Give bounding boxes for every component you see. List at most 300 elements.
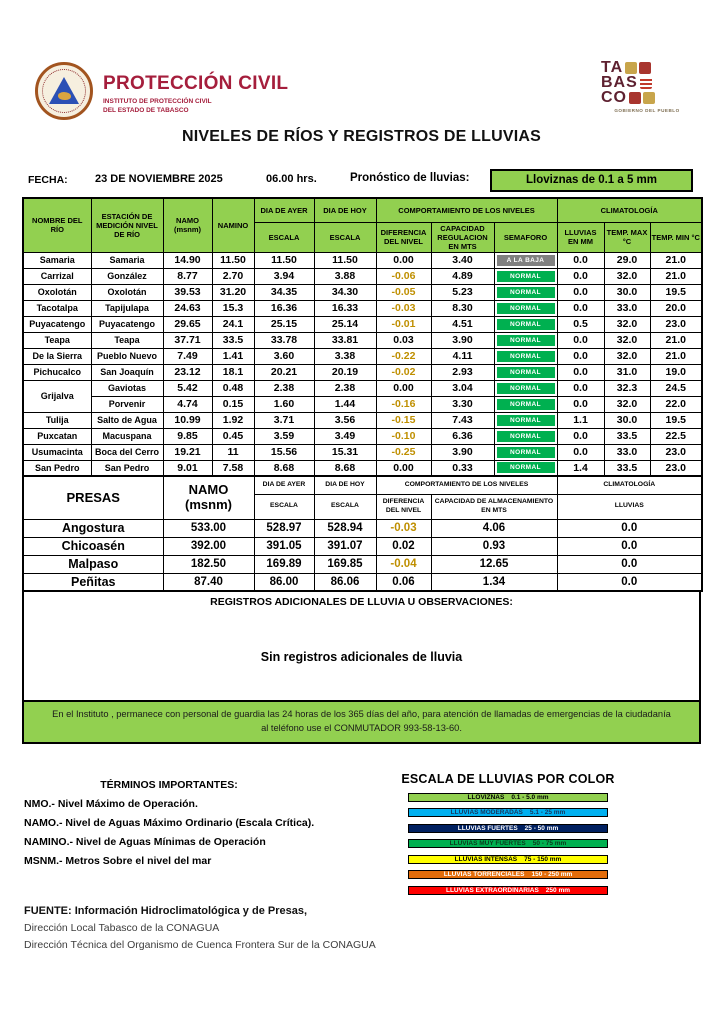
agency-title: PROTECCIÓN CIVIL — [103, 73, 289, 94]
yesterday-scale: 3.71 — [254, 412, 314, 428]
station-name: San Pedro — [91, 460, 163, 476]
semaforo-cell — [494, 268, 557, 284]
station-name: San Joaquín — [91, 364, 163, 380]
temp-min: 21.0 — [650, 348, 702, 364]
namino-value: 11.50 — [212, 252, 254, 268]
legend-label: LLUVIAS MODERADAS — [450, 809, 523, 816]
status-badge: NORMAL — [497, 271, 555, 282]
status-badge: NORMAL — [497, 367, 555, 378]
temp-max: 29.0 — [604, 252, 650, 268]
temp-max: 32.0 — [604, 268, 650, 284]
yesterday-scale: 34.35 — [254, 284, 314, 300]
level-difference: -0.10 — [376, 428, 431, 444]
temp-min: 24.5 — [650, 380, 702, 396]
regulation-capacity: 4.89 — [431, 268, 494, 284]
source-line: Dirección Local Tabasco de la CONAGUA — [24, 922, 220, 934]
regulation-capacity: 3.04 — [431, 380, 494, 396]
level-difference: 0.03 — [376, 332, 431, 348]
forecast-label: Pronóstico de lluvias: — [350, 172, 470, 184]
station-name: Boca del Cerro — [91, 444, 163, 460]
legend-range: 150 - 250 mm — [531, 871, 573, 878]
table-row — [23, 348, 702, 364]
namino-value: 2.70 — [212, 268, 254, 284]
agency-lockup — [103, 73, 288, 115]
namo-value: 4.74 — [163, 396, 212, 412]
col-header-presas-escala-ayer: ESCALA — [254, 494, 314, 519]
yesterday-scale: 528.97 — [254, 519, 314, 537]
namo-value: 39.53 — [163, 284, 212, 300]
storage-capacity: 0.93 — [431, 537, 557, 555]
station-name: Tapijulapa — [91, 300, 163, 316]
today-scale: 20.19 — [314, 364, 376, 380]
rain-mm: 0.0 — [557, 252, 604, 268]
col-header-hoy: DIA DE HOY — [314, 198, 376, 222]
regulation-capacity: 3.90 — [431, 332, 494, 348]
dam-name: Peñitas — [23, 573, 163, 591]
table-row — [23, 460, 702, 476]
today-scale: 16.33 — [314, 300, 376, 316]
col-header-comportamiento: COMPORTAMIENTO DE LOS NIVELES — [376, 198, 557, 222]
today-scale: 2.38 — [314, 380, 376, 396]
storage-capacity: 1.34 — [431, 573, 557, 591]
rain-mm: 0.0 — [557, 284, 604, 300]
yesterday-scale: 2.38 — [254, 380, 314, 396]
yesterday-scale: 391.05 — [254, 537, 314, 555]
col-header-presas-capacidad: CAPACIDAD DE ALMACENAMIENTO EN MTS — [431, 494, 557, 519]
temp-min: 21.0 — [650, 252, 702, 268]
today-scale: 11.50 — [314, 252, 376, 268]
report-sheet — [22, 197, 701, 744]
semaforo-cell — [494, 300, 557, 316]
namino-value: 0.45 — [212, 428, 254, 444]
today-scale: 33.81 — [314, 332, 376, 348]
col-header-tmin: TEMP. MIN °C — [650, 222, 702, 252]
table-row — [23, 396, 702, 412]
temp-max: 32.0 — [604, 348, 650, 364]
today-scale: 86.06 — [314, 573, 376, 591]
rain-mm: 0.0 — [557, 364, 604, 380]
col-header-diferencia: DIFERENCIA DEL NIVEL — [376, 222, 431, 252]
status-badge: A LA BAJA — [497, 255, 555, 266]
today-scale: 3.49 — [314, 428, 376, 444]
rain-mm: 0.0 — [557, 332, 604, 348]
namo-value: 29.65 — [163, 316, 212, 332]
tabasco-logo-line2: BAS — [601, 73, 638, 91]
status-badge: NORMAL — [497, 415, 555, 426]
regulation-capacity: 6.36 — [431, 428, 494, 444]
legend-range: 75 - 150 mm — [524, 855, 562, 863]
today-scale: 3.88 — [314, 268, 376, 284]
legend-item-torrenciales — [408, 870, 608, 879]
agency-subtitle-line1: INSTITUTO DE PROTECCIÓN CIVIL — [103, 98, 212, 105]
yesterday-scale: 169.89 — [254, 555, 314, 573]
tabasco-logo-caption: GOBIERNO DEL PUEBLO — [614, 108, 680, 113]
col-header-namino: NAMINO — [212, 198, 254, 252]
col-header-escala-ayer: ESCALA — [254, 222, 314, 252]
namo-value: 182.50 — [163, 555, 254, 573]
agency-subtitle-line2: DEL ESTADO DE TABASCO — [103, 107, 189, 115]
rain-scale-title: ESCALA DE LLUVIAS POR COLOR — [401, 772, 615, 786]
namo-value: 19.21 — [163, 444, 212, 460]
dams-table — [22, 475, 703, 592]
rain-mm: 0.5 — [557, 316, 604, 332]
rain-scale-legend — [400, 772, 616, 895]
regulation-capacity: 3.90 — [431, 444, 494, 460]
legend-range: 50 - 75 mm — [532, 840, 567, 847]
station-name: González — [91, 268, 163, 284]
status-badge: NORMAL — [497, 431, 555, 442]
semaforo-cell — [494, 316, 557, 332]
namo-value: 14.90 — [163, 252, 212, 268]
term-item: NMO.- Nivel Máximo de Operación. — [24, 798, 198, 810]
yesterday-scale: 8.68 — [254, 460, 314, 476]
temp-min: 22.5 — [650, 428, 702, 444]
temp-min: 23.0 — [650, 460, 702, 476]
meta-row — [22, 169, 701, 194]
namino-value: 15.3 — [212, 300, 254, 316]
namo-value: 23.12 — [163, 364, 212, 380]
temp-max: 32.0 — [604, 316, 650, 332]
level-difference: -0.22 — [376, 348, 431, 364]
status-badge: NORMAL — [497, 303, 555, 314]
namino-value: 18.1 — [212, 364, 254, 380]
river-name: Usumacinta — [23, 444, 91, 460]
tabasco-glyph-icon — [640, 77, 652, 89]
yesterday-scale: 11.50 — [254, 252, 314, 268]
triangle-icon — [49, 77, 79, 104]
namo-value: 37.71 — [163, 332, 212, 348]
namo-value: 533.00 — [163, 519, 254, 537]
time-value: 06.00 hrs. — [266, 173, 317, 185]
temp-min: 19.5 — [650, 412, 702, 428]
observations-title: REGISTROS ADICIONALES DE LLUVIA U OBSERVACIONES: — [210, 596, 513, 608]
source-title: FUENTE: Información Hidroclimatológica y de Presas, — [24, 905, 308, 917]
source-line: Dirección Técnica del Organismo de Cuenca Frontera Sur de la CONAGUA — [24, 939, 376, 951]
temp-max: 33.5 — [604, 460, 650, 476]
semaforo-cell — [494, 284, 557, 300]
namino-value: 7.58 — [212, 460, 254, 476]
regulation-capacity: 5.23 — [431, 284, 494, 300]
proteccion-civil-seal-icon — [35, 62, 93, 120]
rivers-table — [22, 197, 703, 477]
station-name: Teapa — [91, 332, 163, 348]
rain-mm: 0.0 — [557, 380, 604, 396]
level-difference: -0.02 — [376, 364, 431, 380]
status-badge: NORMAL — [497, 319, 555, 330]
status-badge: NORMAL — [497, 287, 555, 298]
level-difference: -0.03 — [376, 300, 431, 316]
level-difference: 0.00 — [376, 460, 431, 476]
rain-mm: 0.0 — [557, 348, 604, 364]
level-difference: -0.05 — [376, 284, 431, 300]
semaforo-cell — [494, 380, 557, 396]
legend-label: LLUVIAS FUERTES — [457, 824, 518, 832]
namino-value: 11 — [212, 444, 254, 460]
col-header-lluvias: LLUVIAS EN MM — [557, 222, 604, 252]
table-row — [23, 537, 702, 555]
yesterday-scale: 15.56 — [254, 444, 314, 460]
rain-mm: 0.0 — [557, 555, 702, 573]
legend-item-muy-fuertes — [408, 839, 608, 848]
namo-value: 87.40 — [163, 573, 254, 591]
table-row — [23, 555, 702, 573]
table-row — [23, 332, 702, 348]
source-section — [24, 905, 376, 951]
temp-max: 32.3 — [604, 380, 650, 396]
temp-max: 30.0 — [604, 412, 650, 428]
yesterday-scale: 3.94 — [254, 268, 314, 284]
regulation-capacity: 0.33 — [431, 460, 494, 476]
yesterday-scale: 1.60 — [254, 396, 314, 412]
tabasco-glyph-icon — [625, 62, 637, 74]
river-name: Pichucalco — [23, 364, 91, 380]
yesterday-scale: 86.00 — [254, 573, 314, 591]
river-name: Carrizal — [23, 268, 91, 284]
station-name: Pueblo Nuevo — [91, 348, 163, 364]
rain-mm: 1.1 — [557, 412, 604, 428]
status-badge: NORMAL — [497, 462, 555, 473]
rain-mm: 0.0 — [557, 444, 604, 460]
namino-value: 33.5 — [212, 332, 254, 348]
river-name: De la Sierra — [23, 348, 91, 364]
namo-value: 9.85 — [163, 428, 212, 444]
col-header-ayer: DIA DE AYER — [254, 198, 314, 222]
level-difference: 0.00 — [376, 252, 431, 268]
table-row — [23, 252, 702, 268]
tabasco-logo — [601, 60, 701, 113]
term-item: NAMINO.- Nivel de Aguas Mínimas de Operación — [24, 836, 266, 848]
col-header-climatologia: CLIMATOLOGÍA — [557, 198, 702, 222]
station-name: Puyacatengo — [91, 316, 163, 332]
regulation-capacity: 7.43 — [431, 412, 494, 428]
col-header-presas-lluvias: LLUVIAS — [557, 494, 702, 519]
col-header-presas-diferencia: DIFERENCIA DEL NIVEL — [376, 494, 431, 519]
col-header-semaforo: SEMAFORO — [494, 222, 557, 252]
legend-item-extraordinarias — [408, 886, 608, 895]
term-item: MSNM.- Metros Sobre el nivel del mar — [24, 855, 212, 867]
temp-max: 33.0 — [604, 444, 650, 460]
legend-range: 250 mm — [545, 886, 571, 894]
namino-value: 31.20 — [212, 284, 254, 300]
level-difference: 0.00 — [376, 380, 431, 396]
semaforo-cell — [494, 332, 557, 348]
semaforo-cell — [494, 412, 557, 428]
yesterday-scale: 25.15 — [254, 316, 314, 332]
col-header-presas-comportamiento: COMPORTAMIENTO DE LOS NIVELES — [376, 476, 557, 494]
station-name: Oxolotán — [91, 284, 163, 300]
table-row — [23, 364, 702, 380]
temp-min: 20.0 — [650, 300, 702, 316]
namo-value: 7.49 — [163, 348, 212, 364]
col-header-presas: PRESAS — [23, 476, 163, 519]
today-scale: 528.94 — [314, 519, 376, 537]
river-name: Oxolotán — [23, 284, 91, 300]
namo-value: 24.63 — [163, 300, 212, 316]
namino-value: 24.1 — [212, 316, 254, 332]
col-header-estacion: ESTACIÓN DE MEDICIÓN NIVEL DE RÍO — [91, 198, 163, 252]
regulation-capacity: 3.40 — [431, 252, 494, 268]
namo-value: 5.42 — [163, 380, 212, 396]
temp-max: 32.0 — [604, 332, 650, 348]
legend-label: LLOVIZNAS — [467, 793, 505, 801]
station-name: Salto de Agua — [91, 412, 163, 428]
status-badge: NORMAL — [497, 399, 555, 410]
temp-max: 30.0 — [604, 284, 650, 300]
station-name: Porvenir — [91, 396, 163, 412]
today-scale: 169.85 — [314, 555, 376, 573]
table-row — [23, 268, 702, 284]
river-name: Grijalva — [23, 380, 91, 412]
rain-mm: 0.0 — [557, 537, 702, 555]
observations-body: Sin registros adicionales de lluvia — [260, 650, 463, 664]
page-title: NIVELES DE RÍOS Y REGISTROS DE LLUVIAS — [181, 128, 542, 145]
legend-range: 25 - 50 mm — [524, 824, 559, 832]
storage-capacity: 4.06 — [431, 519, 557, 537]
level-difference: -0.01 — [376, 316, 431, 332]
tabasco-glyph-icon — [643, 92, 655, 104]
emergency-notice-bar: En el Instituto , permanece con personal de guardia las 24 horas de los 365 días del año, para atención de llamadas de emergencias de la ciudadanía al teléfono use el CONMUTADOR 993-58-13-60. — [22, 700, 701, 744]
river-name: San Pedro — [23, 460, 91, 476]
col-header-presas-namo: NAMO (msnm) — [163, 476, 254, 519]
today-scale: 1.44 — [314, 396, 376, 412]
rain-mm: 0.0 — [557, 396, 604, 412]
col-header-tmax: TEMP. MAX °C — [604, 222, 650, 252]
namo-value: 10.99 — [163, 412, 212, 428]
col-header-presas-ayer: DIA DE AYER — [254, 476, 314, 494]
table-row — [23, 300, 702, 316]
semaforo-cell — [494, 252, 557, 268]
level-difference: -0.06 — [376, 268, 431, 284]
col-header-presas-climatologia: CLIMATOLOGÍA — [557, 476, 702, 494]
temp-min: 22.0 — [650, 396, 702, 412]
semaforo-cell — [494, 460, 557, 476]
tabasco-map-icon — [58, 92, 71, 100]
col-header-presas-escala-hoy: ESCALA — [314, 494, 376, 519]
today-scale: 25.14 — [314, 316, 376, 332]
terms-title: TÉRMINOS IMPORTANTES: — [100, 779, 238, 791]
station-name: Macuspana — [91, 428, 163, 444]
col-header-capacidad: CAPACIDAD REGULACION EN MTS — [431, 222, 494, 252]
rain-mm: 0.0 — [557, 300, 604, 316]
tabasco-logo-line1: TA — [601, 58, 624, 76]
level-difference: -0.25 — [376, 444, 431, 460]
legend-label: LLUVIAS INTENSAS — [454, 855, 518, 863]
river-name: Puyacatengo — [23, 316, 91, 332]
yesterday-scale: 20.21 — [254, 364, 314, 380]
semaforo-cell — [494, 428, 557, 444]
yesterday-scale: 16.36 — [254, 300, 314, 316]
regulation-capacity: 3.30 — [431, 396, 494, 412]
rain-mm: 0.0 — [557, 268, 604, 284]
table-row — [23, 519, 702, 537]
date-label: FECHA: — [28, 174, 68, 186]
table-row — [23, 428, 702, 444]
term-item: NAMO.- Nivel de Aguas Máximo Ordinario (Escala Crítica). — [24, 817, 315, 829]
river-name: Tacotalpa — [23, 300, 91, 316]
forecast-badge: Lloviznas de 0.1 a 5 mm — [490, 169, 693, 192]
legend-label: LLUVIAS EXTRAORDINARIAS — [445, 886, 539, 894]
temp-min: 21.0 — [650, 332, 702, 348]
yesterday-scale: 3.60 — [254, 348, 314, 364]
level-difference: 0.06 — [376, 573, 431, 591]
observations-box — [22, 590, 701, 702]
yesterday-scale: 33.78 — [254, 332, 314, 348]
level-difference: 0.02 — [376, 537, 431, 555]
regulation-capacity: 8.30 — [431, 300, 494, 316]
namo-value: 9.01 — [163, 460, 212, 476]
namino-value: 0.48 — [212, 380, 254, 396]
today-scale: 8.68 — [314, 460, 376, 476]
tabasco-logo-line3: CO — [601, 88, 627, 106]
dam-name: Chicoasén — [23, 537, 163, 555]
terms-section — [24, 779, 344, 867]
namino-value: 0.15 — [212, 396, 254, 412]
station-name: Gaviotas — [91, 380, 163, 396]
date-value: 23 DE NOVIEMBRE 2025 — [95, 173, 223, 185]
temp-min: 21.0 — [650, 268, 702, 284]
table-row — [23, 412, 702, 428]
dam-name: Angostura — [23, 519, 163, 537]
today-scale: 3.56 — [314, 412, 376, 428]
level-difference: -0.03 — [376, 519, 431, 537]
dam-name: Malpaso — [23, 555, 163, 573]
temp-min: 23.0 — [650, 316, 702, 332]
today-scale: 3.38 — [314, 348, 376, 364]
legend-range: 0.1 - 5.0 mm — [511, 793, 549, 801]
temp-max: 33.5 — [604, 428, 650, 444]
river-name: Puxcatan — [23, 428, 91, 444]
level-difference: -0.16 — [376, 396, 431, 412]
legend-item-fuertes — [408, 824, 608, 833]
rain-mm: 1.4 — [557, 460, 604, 476]
legend-label: LLUVIAS TORRENCIALES — [443, 871, 525, 878]
semaforo-cell — [494, 444, 557, 460]
col-header-escala-hoy: ESCALA — [314, 222, 376, 252]
level-difference: -0.04 — [376, 555, 431, 573]
yesterday-scale: 3.59 — [254, 428, 314, 444]
namo-value: 8.77 — [163, 268, 212, 284]
today-scale: 34.30 — [314, 284, 376, 300]
namino-value: 1.92 — [212, 412, 254, 428]
col-header-presas-hoy: DIA DE HOY — [314, 476, 376, 494]
semaforo-cell — [494, 396, 557, 412]
status-badge: NORMAL — [497, 447, 555, 458]
col-header-namo: NAMO (msnm) — [163, 198, 212, 252]
tabasco-glyph-icon — [629, 92, 641, 104]
river-name: Tulija — [23, 412, 91, 428]
temp-min: 19.5 — [650, 284, 702, 300]
table-row — [23, 380, 702, 396]
table-row — [23, 444, 702, 460]
river-name: Teapa — [23, 332, 91, 348]
namino-value: 1.41 — [212, 348, 254, 364]
regulation-capacity: 4.11 — [431, 348, 494, 364]
status-badge: NORMAL — [497, 335, 555, 346]
temp-min: 19.0 — [650, 364, 702, 380]
temp-max: 33.0 — [604, 300, 650, 316]
temp-max: 31.0 — [604, 364, 650, 380]
legend-item-moderadas — [408, 808, 608, 817]
legend-range: 5.1 - 25 mm — [529, 809, 566, 816]
river-name: Samaria — [23, 252, 91, 268]
regulation-capacity: 2.93 — [431, 364, 494, 380]
status-badge: NORMAL — [497, 383, 555, 394]
rain-mm: 0.0 — [557, 428, 604, 444]
storage-capacity: 12.65 — [431, 555, 557, 573]
namo-value: 392.00 — [163, 537, 254, 555]
table-row — [23, 573, 702, 591]
legend-item-lloviznas — [408, 793, 608, 802]
